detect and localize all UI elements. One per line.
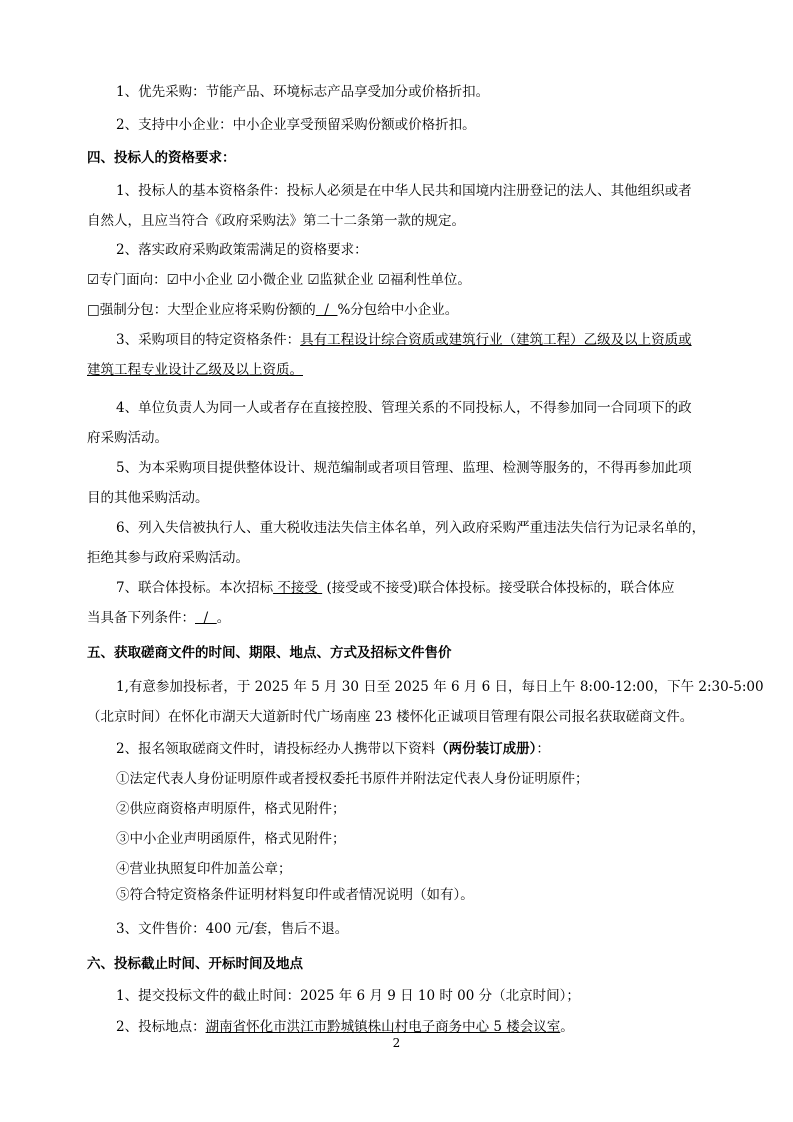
location-value: 湖南省怀化市洪江市黔城镇株山村电子商务中心 5 楼会议室 [205, 1019, 561, 1035]
basic-qualification-cont: 自然人，且应当符合《政府采购法》第二十二条第一款的规定。 [87, 213, 465, 229]
material-item-1: ①法定代表人身份证明原件或者授权委托书原件并附法定代表人身份证明原件； [116, 771, 589, 787]
checkbox-icon: ☑ [307, 272, 320, 288]
registration-time-line: 1,有意参加投标者，于 2025 年 5 月 30 日至 2025 年 6 月 6 日，每日上午 8:00-12:00，下午 2:30-5:00 [116, 679, 764, 695]
checkbox-label: 小微企业 [249, 272, 308, 288]
registration-place-line: （北京时间）在怀化市湖天大道新时代广场南座 23 楼怀化正诚项目管理有限公司报名获取磋商文件。 [87, 709, 694, 725]
consortium-cond-text: 当具备下列条件： [87, 610, 195, 626]
checkbox-label: 监狱企业 [319, 272, 378, 288]
subcontract-text: 强制分包：大型企业应将采购份额的 [99, 302, 316, 318]
blacklist-line: 6、列入失信被执行人、重大税收违法失信主体名单，列入政府采购严重违法失信行为记录名单的， [116, 520, 706, 536]
location-end: 。 [560, 1019, 574, 1035]
checkbox-icon: ☑ [377, 272, 390, 288]
checkbox-label: 福利性单位。 [389, 272, 471, 288]
specific-qualification-line [116, 330, 692, 350]
consortium-cond-blank: / [195, 610, 217, 626]
specific-qualification-label: 3、采购项目的特定资格条件： [116, 332, 301, 348]
checkbox-icon: ☑ [87, 272, 100, 288]
specific-qualification-cont [87, 360, 303, 380]
subcontract-text-end: %分包给中小企业。 [337, 302, 459, 318]
materials-text: 2、报名领取磋商文件时，请投标经办人携带以下资料 [116, 741, 436, 757]
consortium-text: 7、联合体投标。本次招标 [116, 580, 274, 596]
consortium-text-end: (接受或不接受)联合体投标。接受联合体投标的，联合体应 [322, 580, 675, 596]
consortium-line [116, 578, 675, 598]
location-line [116, 1017, 574, 1037]
checkbox-label: 中小企业 [178, 272, 238, 288]
section-heading-5: 五、获取磋商文件的时间、期限、地点、方式及招标文件售价 [87, 645, 452, 661]
page-number: 2 [392, 1036, 401, 1050]
price-line: 3、文件售价：400 元/套，售后不退。 [116, 921, 349, 937]
policy-requirement-line: 2、落实政府采购政策需满足的资格要求： [116, 242, 368, 258]
checkbox-icon: ☑ [166, 272, 179, 288]
control-relation-line: 4、单位负责人为同一人或者存在直接控股、管理关系的不同投标人，不得参加同一合同项下的政 [116, 400, 692, 416]
material-item-3: ③中小企业声明函原件，格式见附件； [116, 831, 346, 847]
target-checkbox-line [87, 270, 471, 290]
checkbox-icon: ☑ [237, 272, 250, 288]
consortium-value: 不接受 [273, 580, 323, 596]
subcontract-line [87, 300, 458, 320]
control-relation-cont: 府采购活动。 [87, 430, 168, 446]
prior-service-line: 5、为本采购项目提供整体设计、规范编制或者项目管理、监理、检测等服务的，不得再参加此项 [116, 460, 692, 476]
material-item-4: ④营业执照复印件加盖公章； [116, 861, 292, 877]
section-heading-4: 四、投标人的资格要求： [87, 150, 236, 166]
empty-checkbox-icon: □ [87, 302, 100, 318]
material-item-2: ②供应商资格声明原件，格式见附件； [116, 801, 346, 817]
prior-service-cont: 目的其他采购活动。 [87, 490, 209, 506]
consortium-cont [87, 608, 230, 628]
specific-qualification-value-cont: 建筑工程专业设计乙级及以上资质。 [87, 362, 303, 378]
sme-support-line: 2、支持中小企业：中小企业享受预留采购份额或价格折扣。 [116, 117, 476, 133]
material-item-5: ⑤符合特定资格条件证明材料复印件或者情况说明（如有）。 [116, 887, 474, 903]
subcontract-blank: / [315, 302, 338, 318]
location-label: 2、投标地点： [116, 1019, 206, 1035]
checkbox-label: 专门面向： [99, 272, 167, 288]
basic-qualification-line: 1、投标人的基本资格条件：投标人必须是在中华人民共和国境内注册登记的法人、其他组织或者 [116, 183, 692, 199]
specific-qualification-value: 具有工程设计综合资质或建筑行业（建筑工程）乙级及以上资质或 [300, 332, 692, 348]
materials-colon: ： [536, 741, 550, 757]
preferential-purchase-line: 1、优先采购：节能产品、环境标志产品享受加分或价格折扣。 [116, 84, 490, 100]
materials-bold-note: （两份装订成册） [435, 741, 537, 757]
section-heading-6: 六、投标截止时间、开标时间及地点 [87, 956, 303, 972]
consortium-cond-end: 。 [216, 610, 231, 626]
materials-line [116, 739, 550, 759]
deadline-line: 1、提交投标文件的截止时间：2025 年 6 月 9 日 10 时 00 分（北京时间）； [116, 988, 580, 1004]
blacklist-cont: 拒绝其参与政府采购活动。 [87, 550, 249, 566]
